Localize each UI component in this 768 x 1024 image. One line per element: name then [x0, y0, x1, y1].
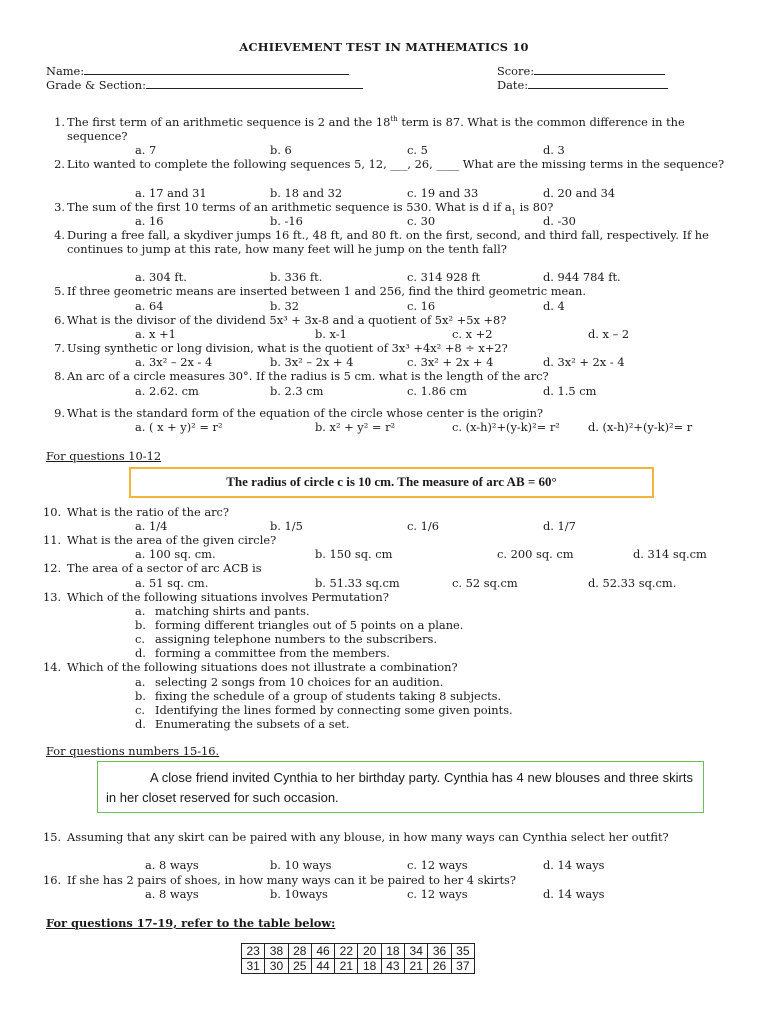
- q11-option-b[interactable]: b. 150 sq. cm: [315, 547, 393, 561]
- q10-option-d[interactable]: d. 1/7: [543, 519, 576, 533]
- q11-option-c[interactable]: c. 200 sq. cm: [497, 547, 574, 561]
- table-row: [242, 944, 475, 959]
- table-cell: 25: [288, 959, 311, 974]
- table-cell: 21: [405, 959, 428, 974]
- date-label: Date:: [497, 78, 529, 92]
- table-cell: 43: [381, 959, 404, 974]
- grade-line: [146, 78, 363, 89]
- question-2: 2. Lito wanted to complete the following sequences 5, 12, ___, 26, ____ What are the missing terms in the sequence?: [54, 157, 725, 171]
- table-cell: 18: [358, 959, 381, 974]
- question-4: 4. During a free fall, a skydiver jumps 16 ft., 48 ft, and 80 ft. on the first, second, and third fall, respectively. If he continues to jump at this rate, how many feet will he jump on the tenth fall?: [54, 228, 709, 257]
- question-6: 6. What is the divisor of the dividend 5x³ + 3x-8 and a quotient of 5x² +5x +8?: [54, 313, 507, 327]
- q5-option-a[interactable]: a. 64: [135, 299, 164, 313]
- q6-option-d[interactable]: d. x – 2: [588, 327, 630, 341]
- q11-option-d[interactable]: d. 314 sq.cm: [633, 547, 707, 561]
- question-11: 11. What is the area of the given circle?: [43, 533, 277, 547]
- q10-option-c[interactable]: c. 1/6: [407, 519, 439, 533]
- q4-option-b[interactable]: b. 336 ft.: [270, 270, 323, 284]
- q7-option-a[interactable]: a. 3x² – 2x - 4: [135, 355, 213, 369]
- q13-option-d[interactable]: d. forming a committee from the members.: [135, 646, 390, 660]
- question-15: 15. Assuming that any skirt can be paired with any blouse, in how many ways can Cynthia select her outfit?: [43, 830, 669, 844]
- q2-option-b[interactable]: b. 18 and 32: [270, 186, 343, 200]
- date-line: [528, 78, 668, 89]
- q6-option-a[interactable]: a. x +1: [135, 327, 176, 341]
- q9-option-b[interactable]: b. x² + y² = r²: [315, 420, 396, 434]
- section-heading-10-12: For questions 10-12: [46, 449, 162, 463]
- section-heading-17-19: For questions 17-19, refer to the table below:: [46, 916, 336, 930]
- q8-option-d[interactable]: d. 1.5 cm: [543, 384, 597, 398]
- q10-option-a[interactable]: a. 1/4: [135, 519, 168, 533]
- q15-option-a[interactable]: a. 8 ways: [145, 858, 199, 872]
- q15-option-c[interactable]: c. 12 ways: [407, 858, 468, 872]
- q13-option-a[interactable]: a. matching shirts and pants.: [135, 604, 310, 618]
- name-label: Name:: [46, 64, 85, 78]
- info-box-circle-text: The radius of circle c is 10 cm. The measure of arc AB = 60°: [226, 474, 557, 490]
- score-field[interactable]: [497, 64, 665, 78]
- q16-option-c[interactable]: c. 12 ways: [407, 887, 468, 901]
- q14-option-c[interactable]: c. Identifying the lines formed by connecting some given points.: [135, 703, 513, 717]
- question-13: 13. Which of the following situations involves Permutation?: [43, 590, 389, 604]
- q12-option-d[interactable]: d. 52.33 sq.cm.: [588, 576, 677, 590]
- table-cell: 31: [242, 959, 265, 974]
- q4-option-d[interactable]: d. 944 784 ft.: [543, 270, 621, 284]
- question-5: 5. If three geometric means are inserted between 1 and 256, find the third geometric mean.: [54, 284, 586, 298]
- question-10: 10. What is the ratio of the arc?: [43, 505, 230, 519]
- q8-option-b[interactable]: b. 2.3 cm: [270, 384, 324, 398]
- q1-option-c[interactable]: c. 5: [407, 143, 428, 157]
- q14-option-d[interactable]: d. Enumerating the subsets of a set.: [135, 717, 350, 731]
- q5-option-d[interactable]: d. 4: [543, 299, 565, 313]
- grade-section-field[interactable]: [46, 78, 363, 92]
- q16-option-d[interactable]: d. 14 ways: [543, 887, 605, 901]
- score-label: Score:: [497, 64, 535, 78]
- page-title: ACHIEVEMENT TEST IN MATHEMATICS 10: [239, 40, 529, 54]
- q9-option-a[interactable]: a. ( x + y)² = r²: [135, 420, 223, 434]
- q7-option-b[interactable]: b. 3x² – 2x + 4: [270, 355, 354, 369]
- q12-option-c[interactable]: c. 52 sq.cm: [452, 576, 518, 590]
- question-1: 1. The first term of an arithmetic sequence is 2 and the 18th term is 87. What is the common difference in the sequence?: [54, 115, 685, 144]
- table-cell: 35: [451, 944, 474, 959]
- q1-option-b[interactable]: b. 6: [270, 143, 292, 157]
- q13-option-c[interactable]: c. assigning telephone numbers to the subscribers.: [135, 632, 438, 646]
- q2-option-a[interactable]: a. 17 and 31: [135, 186, 207, 200]
- data-table: [241, 943, 475, 974]
- table-cell: 37: [451, 959, 474, 974]
- q7-option-d[interactable]: d. 3x² + 2x - 4: [543, 355, 625, 369]
- question-14: 14. Which of the following situations does not illustrate a combination?: [43, 660, 458, 674]
- table-cell: 20: [358, 944, 381, 959]
- q2-option-c[interactable]: c. 19 and 33: [407, 186, 479, 200]
- table-cell: 38: [265, 944, 288, 959]
- table-row: [242, 959, 475, 974]
- q16-option-a[interactable]: a. 8 ways: [145, 887, 199, 901]
- grade-label: Grade & Section:: [46, 78, 146, 92]
- q15-option-b[interactable]: b. 10 ways: [270, 858, 332, 872]
- q4-option-c[interactable]: c. 314 928 ft: [407, 270, 481, 284]
- q16-option-b[interactable]: b. 10ways: [270, 887, 328, 901]
- q11-option-a[interactable]: a. 100 sq. cm.: [135, 547, 216, 561]
- q3-option-a[interactable]: a. 16: [135, 214, 164, 228]
- info-box-circle: [129, 467, 654, 498]
- q3-option-d[interactable]: d. -30: [543, 214, 576, 228]
- q15-option-d[interactable]: d. 14 ways: [543, 858, 605, 872]
- section-heading-15-16: For questions numbers 15-16.: [46, 744, 220, 758]
- question-3: 3. The sum of the first 10 terms of an arithmetic sequence is 530. What is d if $a_1$ is 80?: [54, 200, 554, 217]
- q3-option-c[interactable]: c. 30: [407, 214, 436, 228]
- q9-option-c[interactable]: c. (x-h)²+(y-k)²= r²: [452, 420, 560, 434]
- q1-option-a[interactable]: a. 7: [135, 143, 157, 157]
- q13-option-b[interactable]: b. forming different triangles out of 5 points on a plane.: [135, 618, 464, 632]
- name-field[interactable]: [46, 64, 349, 78]
- table-cell: 34: [405, 944, 428, 959]
- q14-option-a[interactable]: a. selecting 2 songs from 10 choices for an audition.: [135, 675, 444, 689]
- table-cell: 22: [335, 944, 358, 959]
- info-box-cynthia-text: A close friend invited Cynthia to her birthday party. Cynthia has 4 new blouses and three skirts in her closet reserved for such occasion.: [106, 770, 693, 805]
- name-line: [84, 64, 349, 75]
- table-cell: 36: [428, 944, 451, 959]
- q12-option-a[interactable]: a. 51 sq. cm.: [135, 576, 209, 590]
- q8-option-a[interactable]: a. 2.62. cm: [135, 384, 199, 398]
- question-9: 9. What is the standard form of the equation of the circle whose center is the origin?: [54, 406, 544, 420]
- table-cell: 30: [265, 959, 288, 974]
- date-field[interactable]: [497, 78, 668, 92]
- q5-option-b[interactable]: b. 32: [270, 299, 300, 313]
- q7-option-c[interactable]: c. 3x² + 2x + 4: [407, 355, 494, 369]
- q5-option-c[interactable]: c. 16: [407, 299, 436, 313]
- q9-option-d[interactable]: d. (x-h)²+(y-k)²= r: [588, 420, 693, 434]
- table-cell: 21: [335, 959, 358, 974]
- question-16: 16. If she has 2 pairs of shoes, in how many ways can it be paired to her 4 skirts?: [43, 873, 517, 887]
- q3-option-b[interactable]: b. -16: [270, 214, 303, 228]
- score-line: [534, 64, 665, 75]
- info-box-cynthia: [97, 761, 704, 813]
- q6-option-c[interactable]: c. x +2: [452, 327, 493, 341]
- table-cell: 26: [428, 959, 451, 974]
- q14-option-b[interactable]: b. fixing the schedule of a group of students taking 8 subjects.: [135, 689, 502, 703]
- table-cell: 28: [288, 944, 311, 959]
- table-cell: 18: [381, 944, 404, 959]
- table-cell: 44: [311, 959, 334, 974]
- q1-option-d[interactable]: d. 3: [543, 143, 565, 157]
- table-cell: 46: [311, 944, 334, 959]
- q12-option-b[interactable]: b. 51.33 sq.cm: [315, 576, 400, 590]
- q10-option-b[interactable]: b. 1/5: [270, 519, 303, 533]
- question-12: 12. The area of a sector of arc ACB is: [43, 561, 262, 575]
- table-cell: 23: [242, 944, 265, 959]
- question-8: 8. An arc of a circle measures 30°. If the radius is 5 cm. what is the length of the arc?: [54, 369, 549, 383]
- question-7: 7. Using synthetic or long division, what is the quotient of 3x³ +4x² +8 ÷ x+2?: [54, 341, 508, 355]
- q2-option-d[interactable]: d. 20 and 34: [543, 186, 616, 200]
- q8-option-c[interactable]: c. 1.86 cm: [407, 384, 467, 398]
- q4-option-a[interactable]: a. 304 ft.: [135, 270, 187, 284]
- q6-option-b[interactable]: b. x-1: [315, 327, 347, 341]
